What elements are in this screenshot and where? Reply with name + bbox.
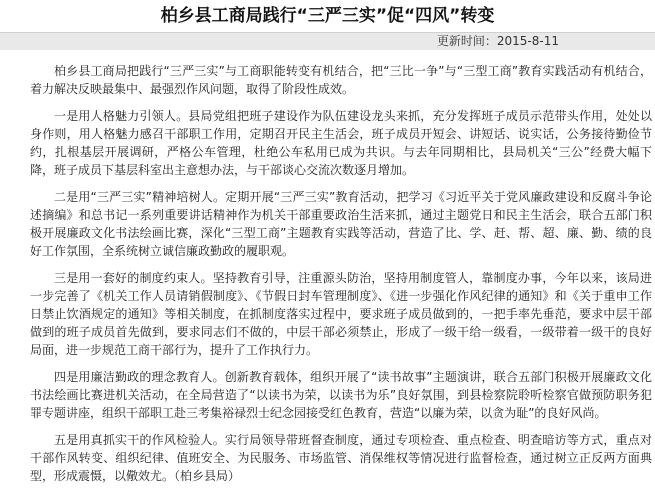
paragraph-5: 五是用真抓实干的作风检验人。实行局领导带班督查制度，通过专项检查、重点检查、明查暗访等方式，重点对干部作风转变、组织纪律、值班安全、为民服务、市场监管、消保维权等情况进行监督检查，通过树立正反两方面典型，形成震慑，以儆效尤。（柏乡县局） xyxy=(30,433,652,483)
article-body xyxy=(30,62,652,494)
update-date: 更新时间：2015-8-11 xyxy=(436,34,559,48)
paragraph-4: 四是用廉洁勤政的理念教育人。创新教育载体，组织开展了“读书故事”主题演讲，联合五部门积极开展廉政文化书法绘画比赛进机关活动，在全局营造了“以读书为荣，以读书为乐”良好氛围，到县检察院聆听检察官做预防职务犯罪专题讲座，组织干部职工赴三考集裕禄烈士纪念园接受红色教育，营造“以廉为荣，以贪为耻”的良好风尚。 xyxy=(30,370,652,420)
article-title: 柏乡县工商局践行“三严三实”促“四风”转变 xyxy=(160,6,495,26)
paragraph-1: 一是用人格魅力引领人。县局党组把班子建设作为队伍建设龙头来抓，充分发挥班子成员示范带头作用，处处以身作则，用人格魅力感召干部职工作用，定期召开民主生活会，班子成员开短会、讲短话、说实话，公务接待勤俭节约，扎根基层开展调研，严格公车管理，杜绝公车私用已成为共识。与去年同期相比，县局机关“三公”经费大幅下降，班子成员下基层科室出主意想办法，与干部谈心交流次数逐月增加。 xyxy=(30,109,652,177)
paragraph-2: 二是用“三严三实”精神培树人。定期开展“三严三实”教育活动，把学习《习近平关于党风廉政建设和反腐斗争论述摘编》和总书记一系列重要讲话精神作为机关干部重要政治生活来抓，通过主题党日和民主生活会，联合五部门积极开展廉政文化书法绘画比赛，深化“三型工商”主题教育实践等活动，营造了比、学、赶、帮、超、廉、勤、绩的良好工作氛围，全系统树立诚信廉政勤政的履职观。 xyxy=(30,190,652,258)
article-meta-bar xyxy=(0,32,655,50)
paragraph-3: 三是用一套好的制度约束人。坚持教育引导，注重源头防治，坚持用制度管人，靠制度办事，今年以来，该局进一步完善了《机关工作人员请销假制度》、《节假日封车管理制度》、《进一步强化作风纪律的通知》和《关于重申工作日禁止饮酒规定的通知》等相关制度，在抓制度落实过程中，要求班子成员做到的，一把手率先垂范，要求中层干部做到的班子成员首先做到，要求同志们不做的，中层干部必须禁止，形成了一级干给一级看，一级带着一级干的良好局面，进一步规范工商干部行为，提升了工作执行力。 xyxy=(30,271,652,357)
paragraph-intro: 柏乡县工商局把践行“三严三实”与工商职能转变有机结合，把“三比一争”与“三型工商”教育实践活动有机结合，着力解决反映最集中、最强烈作风问题，取得了阶段性成效。 xyxy=(30,64,652,96)
